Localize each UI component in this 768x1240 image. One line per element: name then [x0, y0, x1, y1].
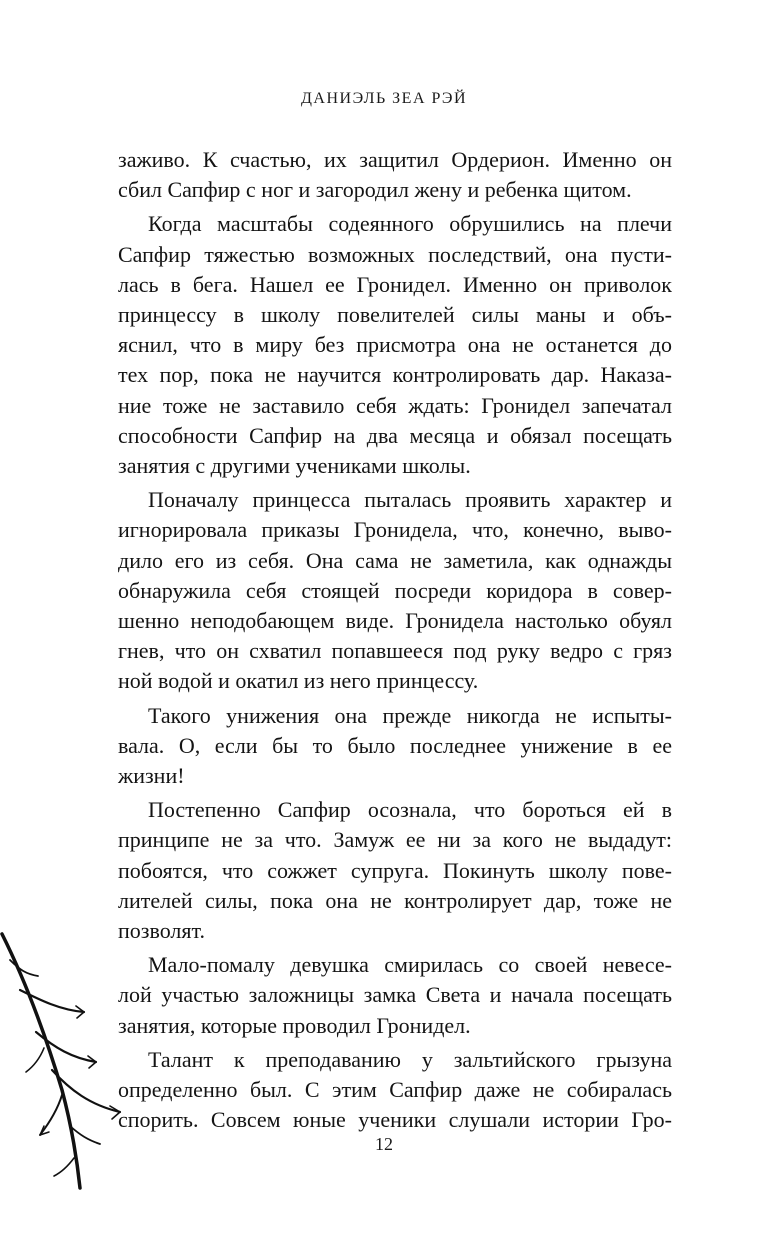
paragraph	[118, 950, 672, 1041]
text-line: ние тоже не заставило себя ждать: Гронидел запечатал	[118, 392, 672, 418]
text-line: лителей силы, пока она не контролирует дар, тоже не	[118, 887, 672, 913]
text-line: принцессу в школу повелителей силы маны и объ-	[118, 302, 672, 328]
paragraph	[118, 701, 672, 792]
page-number: 12	[375, 1134, 393, 1154]
text-line: гнев, что он схватил попавшееся под руку ведро с гряз	[118, 638, 672, 664]
text-line: тех пор, пока не научится контролировать дар. Наказа-	[118, 362, 672, 388]
text-line: обнаружила себя стоящей посреди коридора в совер-	[118, 577, 672, 603]
paragraph	[118, 1045, 672, 1136]
text-line: яснил, что в миру без присмотра она не останется до	[118, 332, 672, 358]
text-line: спорить. Совсем юные ученики слушали истории Гро-	[118, 1107, 672, 1133]
text-line: занятия с другими учениками школы.	[118, 453, 471, 479]
running-title: ДАНИЭЛЬ ЗЕА РЭЙ	[300, 90, 468, 107]
text-line: позволят.	[118, 918, 205, 944]
text-line: дило его из себя. Она сама не заметила, как однажды	[118, 547, 672, 573]
text-line: лась в бега. Нашел ее Гронидел. Именно он приволок	[118, 271, 672, 297]
text-line: лой участью заложницы замка Света и начала посещать	[118, 982, 672, 1008]
text-line: определенно был. С этим Сапфир даже не собиралась	[118, 1077, 672, 1103]
paragraph	[118, 145, 672, 205]
body-text	[118, 145, 672, 1140]
paragraph	[118, 795, 672, 946]
paragraph	[118, 209, 672, 481]
paragraph	[118, 485, 672, 696]
text-line: Поначалу принцесса пыталась проявить характер и	[148, 487, 672, 513]
text-line: жизни!	[118, 763, 185, 789]
text-line: Талант к преподаванию у зальтийского грызуна	[148, 1046, 672, 1072]
text-line: Мало-помалу девушка смирилась со своей невесе-	[148, 952, 672, 978]
text-line: игнорировала приказы Гронидела, что, конечно, выво-	[118, 517, 672, 543]
text-line: способности Сапфир на два месяца и обязал посещать	[118, 422, 672, 448]
text-line: Такого унижения она прежде никогда не испыты-	[148, 702, 672, 728]
text-line: Сапфир тяжестью возможных последствий, она пусти-	[118, 241, 672, 267]
text-line: ной водой и окатил из него принцессу.	[118, 668, 479, 694]
text-line: сбил Сапфир с ног и загородил жену и ребенка щитом.	[118, 177, 632, 203]
text-line: Когда масштабы содеянного обрушились на плечи	[148, 211, 672, 237]
text-line: занятия, которые проводил Гронидел.	[118, 1012, 471, 1038]
text-line: заживо. К счастью, их защитил Ордерион. Именно он	[118, 147, 672, 172]
text-line: принципе не за что. Замуж ее ни за кого не выдадут:	[118, 827, 672, 853]
text-line: шенно неподобающем виде. Гронидела настолько обуял	[118, 608, 672, 634]
text-line: вала. О, если бы то было последнее унижение в ее	[118, 732, 672, 758]
text-line: побоятся, что сожжет супруга. Покинуть школу пове-	[118, 857, 672, 883]
text-line: Постепенно Сапфир осознала, что бороться ей в	[148, 797, 672, 823]
